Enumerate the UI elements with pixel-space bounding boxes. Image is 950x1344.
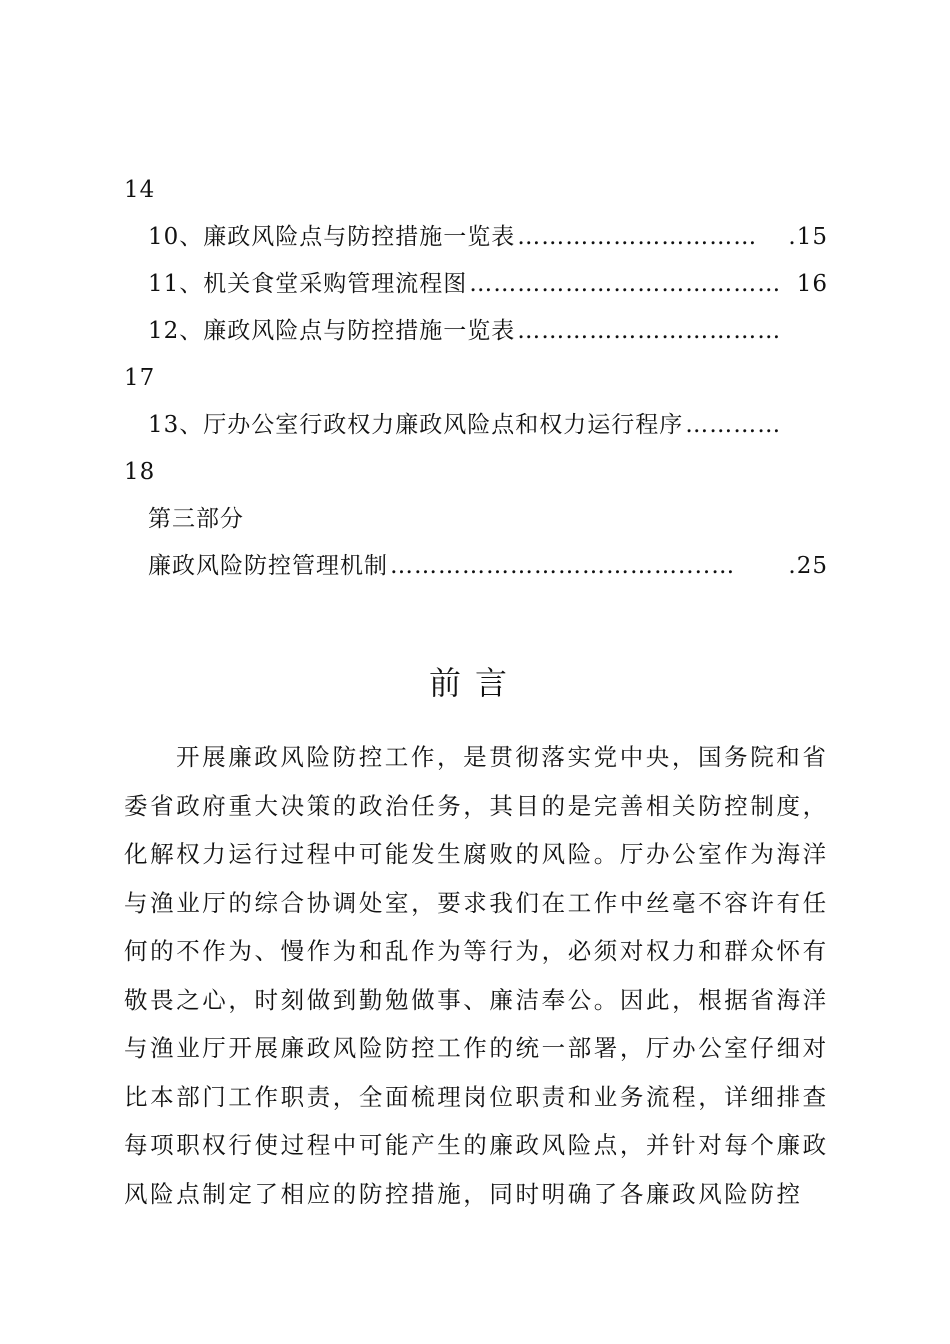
paragraph-line: 委省政府重大决策的政治任务，其目的是完善相关防控制度， (124, 791, 829, 820)
toc-item-label: 13、厅办公室行政权力廉政风险点和权力运行程序 (148, 412, 684, 438)
toc-orphan-page-number: 18 (124, 459, 156, 485)
toc-item-label: 廉政风险防控管理机制 (148, 553, 388, 579)
toc-item-11 (148, 269, 828, 299)
toc-orphan-page-number: 14 (124, 177, 156, 203)
paragraph-line: 化解权力运行过程中可能发生腐败的风险。厅办公室作为海洋 (124, 840, 829, 868)
toc-item-page: 16 (796, 271, 828, 297)
preface-paragraph (124, 733, 834, 1218)
paragraph-line: 每项职权行使过程中可能产生的廉政风险点，并针对每个廉政 (124, 1131, 829, 1159)
toc-leader-dots: ………………………… (517, 224, 758, 250)
paragraph-line: 风险点制定了相应的防控措施，同时明确了各廉政风险防控 (124, 1179, 803, 1208)
toc-item-label: 10、廉政风险点与防控措施一览表 (148, 224, 516, 250)
paragraph-line: 敬畏之心，时刻做到勤勉做事、廉洁奉公。因此，根据省海洋 (124, 985, 829, 1014)
paragraph-line: 与渔业厅的综合协调处室，要求我们在工作中丝毫不容许有任 (124, 888, 829, 917)
toc-leader-dots: ………………………………… (469, 271, 782, 297)
preface-title: 前言 (428, 664, 521, 702)
toc-item-page: .15 (788, 224, 828, 250)
paragraph-line: 与渔业厅开展廉政风险防控工作的统一部署，厅办公室仔细对 (124, 1034, 829, 1062)
toc-orphan-page-number: 17 (124, 365, 156, 391)
toc-leader-dots: ………… (685, 412, 782, 438)
toc-part3-item (148, 551, 828, 581)
paragraph-line: 何的不作为、慢作为和乱作为等行为，必须对权力和群众怀有 (124, 937, 829, 965)
toc-item-label: 11、机关食堂采购管理流程图 (148, 271, 468, 297)
toc-item-page: .25 (788, 553, 828, 579)
paragraph-line: 开展廉政风险防控工作，是贯彻落实党中央，国务院和省 (176, 743, 829, 771)
toc-item-13 (148, 410, 828, 440)
toc-item-label: 12、廉政风险点与防控措施一览表 (148, 318, 516, 344)
toc-leader-dots: ………………………………....… (390, 553, 736, 579)
toc-leader-dots: …………………………… (517, 318, 782, 344)
toc-item-12 (148, 316, 828, 346)
toc-item-10 (148, 222, 828, 252)
paragraph-line: 比本部门工作职责，全面梳理岗位职责和业务流程，详细排查 (124, 1082, 829, 1111)
toc-part-title: 第三部分 (148, 506, 244, 532)
